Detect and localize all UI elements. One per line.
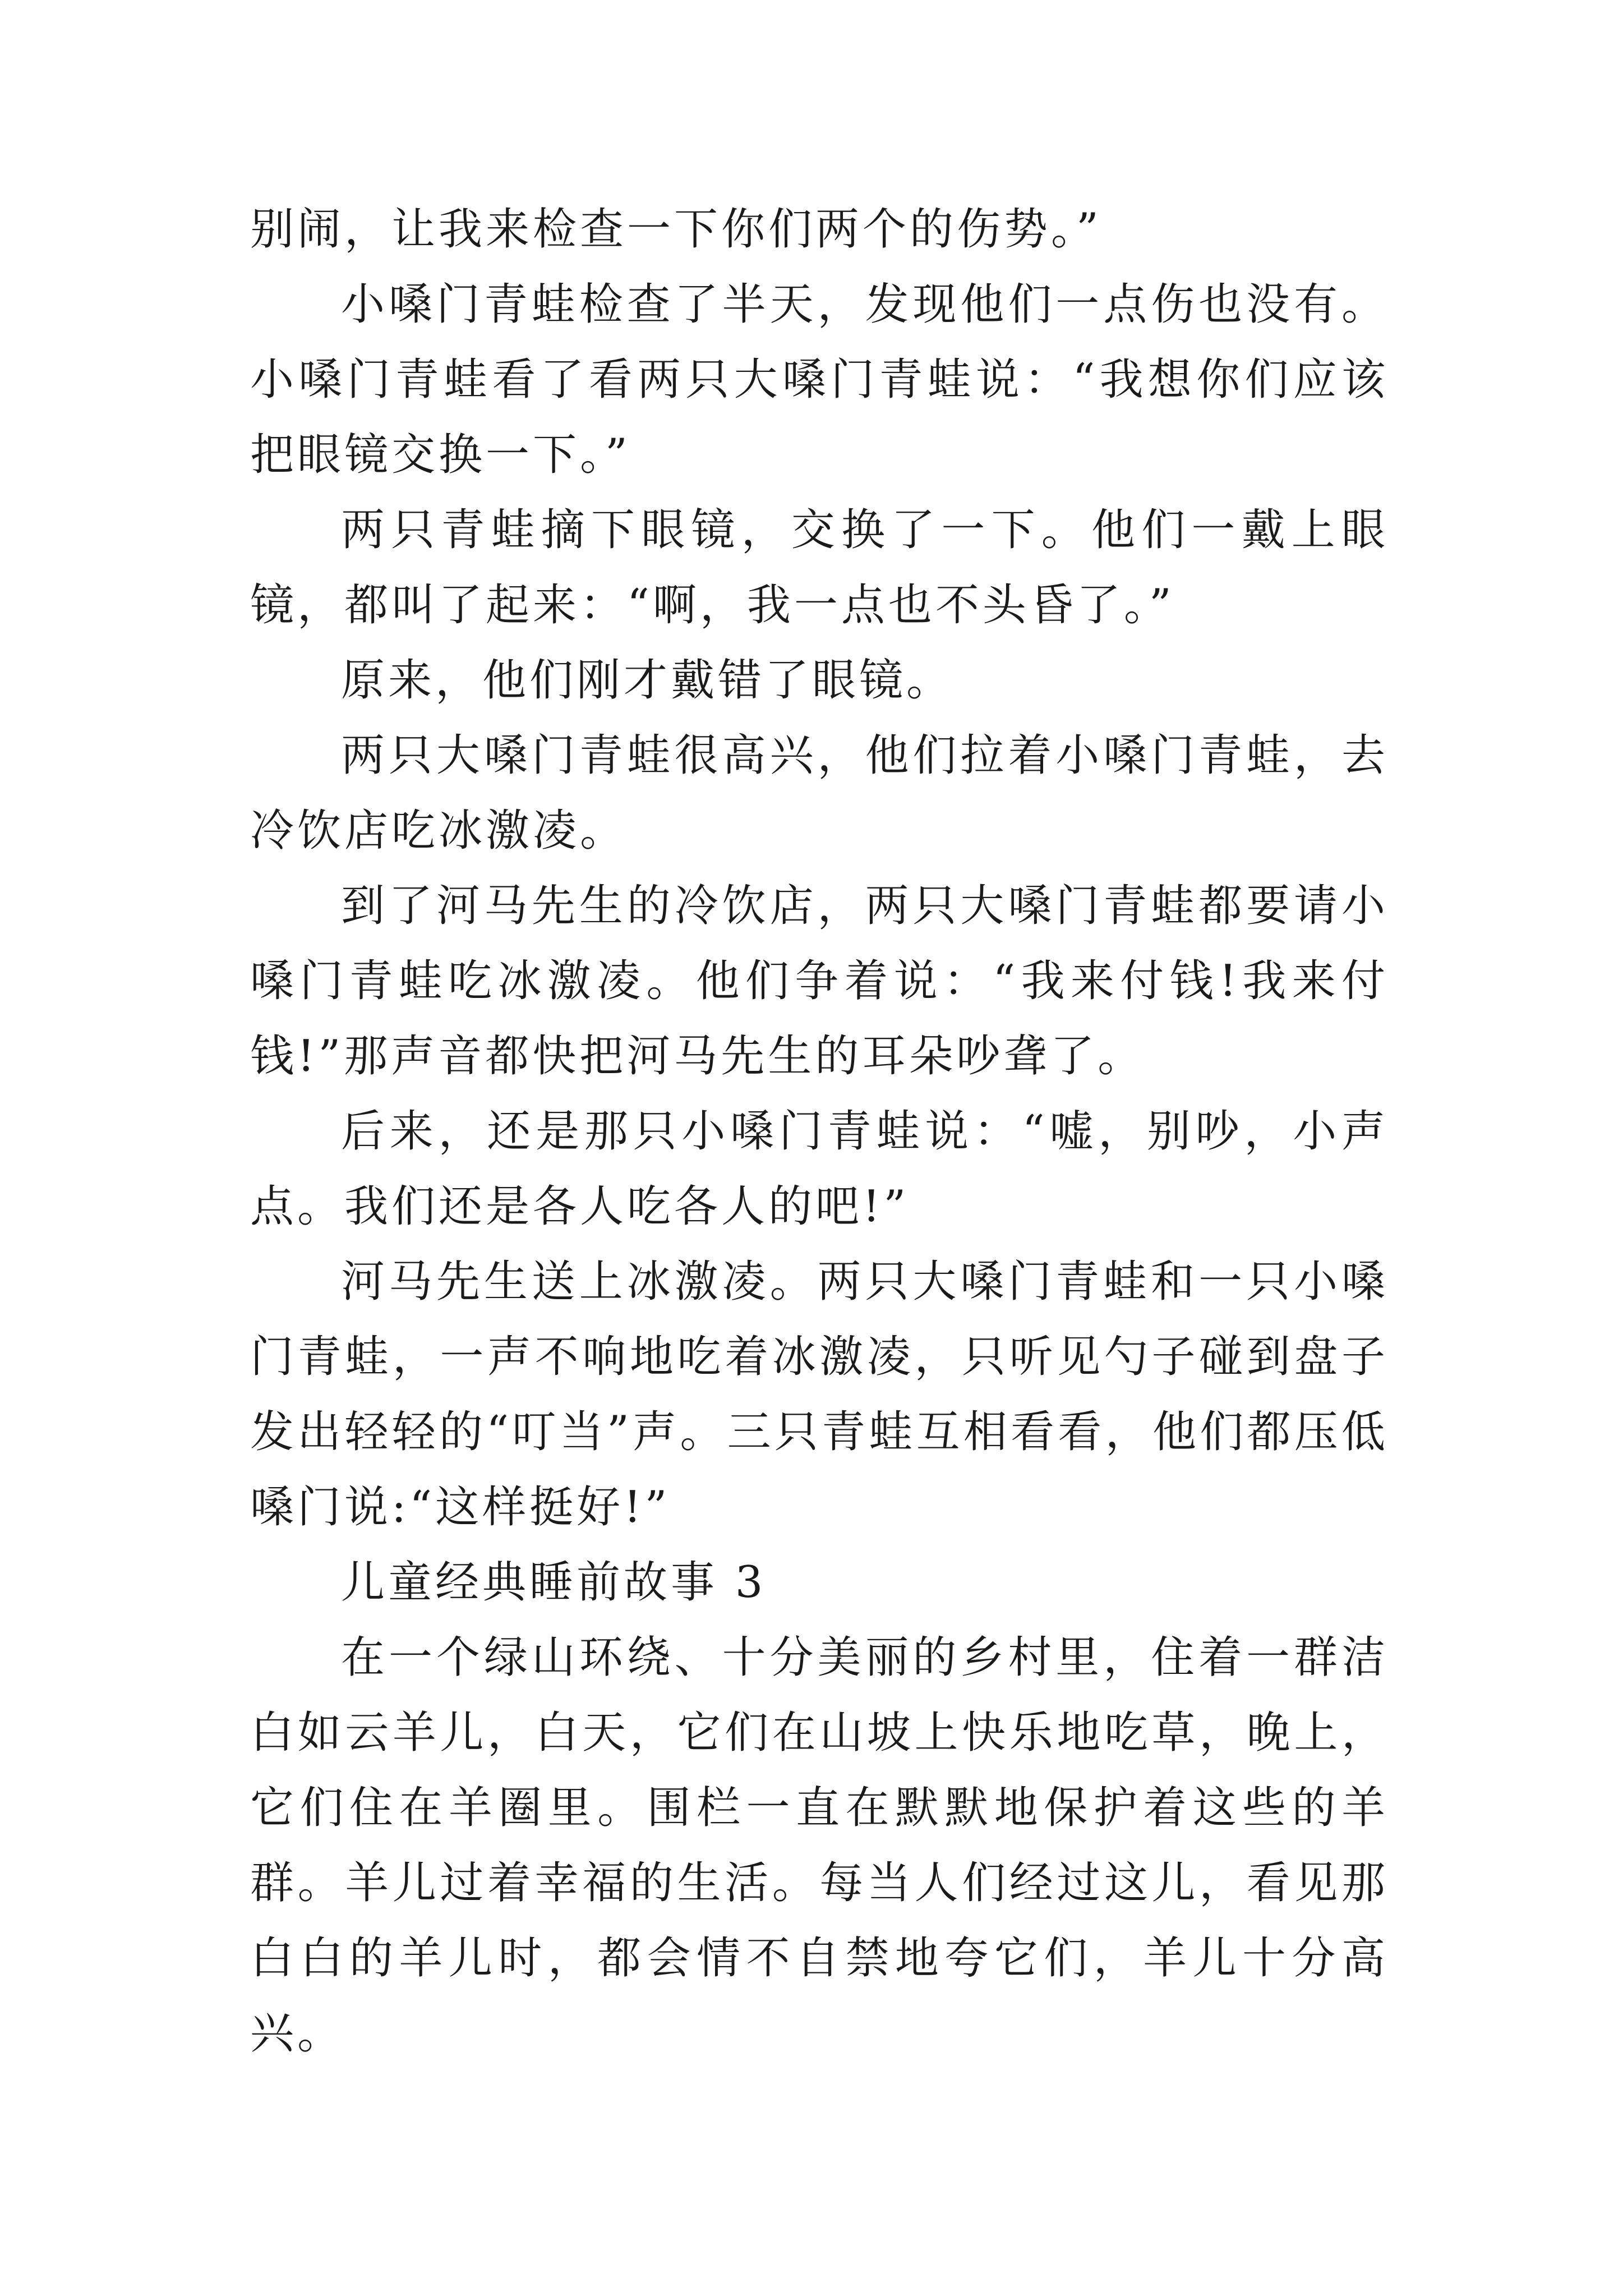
paragraph: 到了河马先生的冷饮店，两只大嗓门青蛙都要请小嗓门青蛙吃冰激凌。他们争着说：“我来付钱!我来付钱!”那声音都快把河马先生的耳朵吵聋了。 bbox=[250, 881, 1389, 1082]
paragraph: 后来，还是那只小嗓门青蛙说：“嘘，别吵，小声点。我们还是各人吃各人的吧!” bbox=[250, 1106, 1389, 1232]
story-heading: 儿童经典睡前故事 3 bbox=[341, 1557, 767, 1608]
paragraph-continuation: 别闹，让我来检查一下你们两个的伤势。” bbox=[250, 204, 1102, 255]
paragraph: 原来，他们刚才戴错了眼镜。 bbox=[341, 655, 954, 706]
paragraph: 在一个绿山环绕、十分美丽的乡村里，住着一群洁白如云羊儿，白天，它们在山坡上快乐地吃草，晚上，它们住在羊圈里。围栏一直在默默地保护着这些的羊群。羊儿过着幸福的生活。每当人们经过这儿，看见那白白的羊儿时，都会情不自禁地夸它们，羊儿十分高兴。 bbox=[250, 1632, 1389, 2059]
paragraph: 两只大嗓门青蛙很高兴，他们拉着小嗓门青蛙，去冷饮店吃冰激凌。 bbox=[250, 730, 1389, 856]
paragraph: 河马先生送上冰激凌。两只大嗓门青蛙和一只小嗓门青蛙，一声不响地吃着冰激凌，只听见勺子碰到盘子发出轻轻的“叮当”声。三只青蛙互相看看，他们都压低嗓门说:“这样挺好!” bbox=[250, 1257, 1389, 1533]
story-text bbox=[250, 192, 1389, 2071]
paragraph: 两只青蛙摘下眼镜，交换了一下。他们一戴上眼镜，都叫了起来：“啊，我一点也不头昏了。” bbox=[250, 505, 1389, 631]
paragraph: 小嗓门青蛙检查了半天，发现他们一点伤也没有。小嗓门青蛙看了看两只大嗓门青蛙说：“我想你们应该把眼镜交换一下。” bbox=[250, 279, 1389, 480]
